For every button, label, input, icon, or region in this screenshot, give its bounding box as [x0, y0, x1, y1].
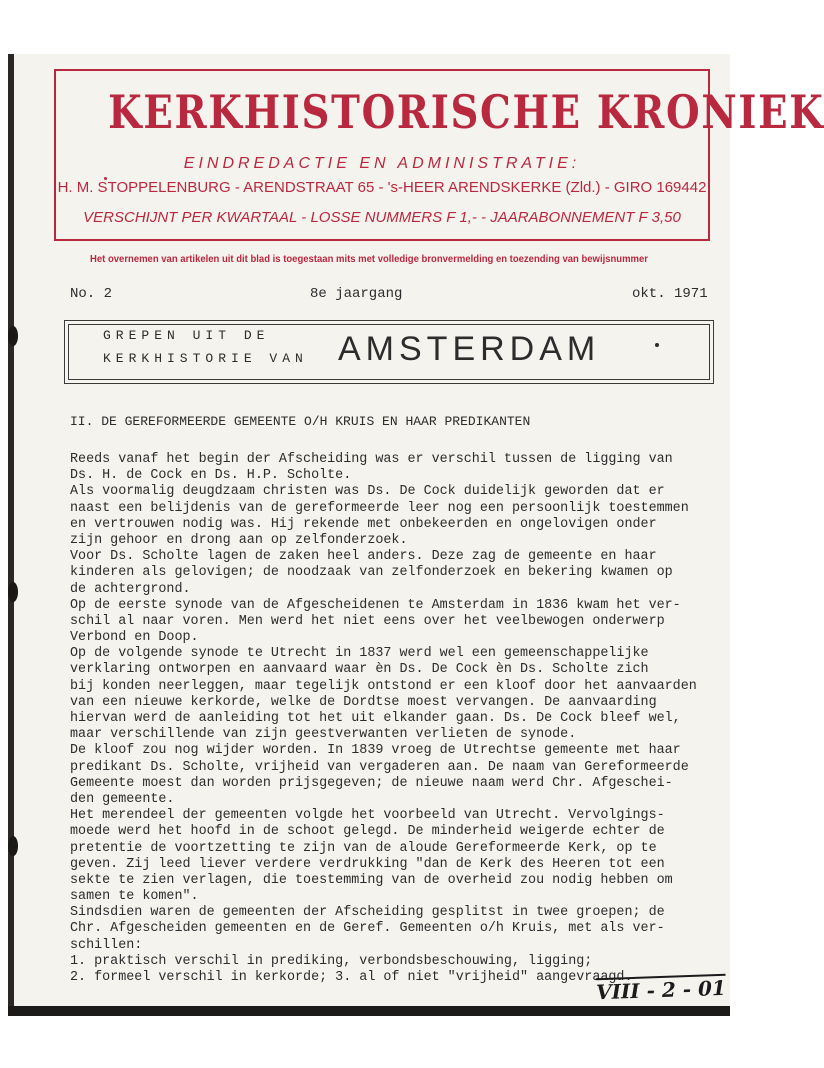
article-line: De kloof zou nog wijder worden. In 1839 vroeg de Utrechtse gemeente met haar — [70, 743, 681, 759]
article-line: naast een belijdenis van de gereformeerde leer nog een persoonlijk toestemmen — [70, 500, 689, 516]
editorial-address: H. M. STOPPELENBURG - ARENDSTRAAT 65 - 's-HEER ARENDSKERKE (Zld.) - GIRO 169442 — [57, 179, 707, 196]
document-page — [8, 54, 824, 1016]
article-body — [70, 452, 720, 986]
article-line: van een nieuwe kerkorde, welke de Dordtse moest vervangen. De aanvaarding — [70, 694, 657, 710]
punch-hole-bottom — [8, 836, 18, 856]
series-line-1: GREPEN UIT DE — [103, 328, 270, 343]
article-line: Op de volgende synode te Utrecht in 1837 werd wel een gemeenschappelijke — [70, 646, 649, 662]
article-line: hiervan werd de aanleiding tot het uit elkander gaan. Ds. De Cock bleef wel, — [70, 711, 681, 726]
article-line: Ds. H. de Cock en Ds. H.P. Scholte. — [70, 468, 352, 484]
masthead — [54, 69, 824, 241]
series-line-2: KERKHISTORIE VAN — [103, 351, 308, 366]
article-line: bij konden neerleggen, maar tegelijk ontstond er een kloof door het aanvaarden — [70, 678, 697, 694]
article-line: Verbond en Doop. — [70, 630, 199, 646]
article-line: den gemeente. — [70, 791, 175, 807]
article-line: de achtergrond. — [70, 581, 191, 597]
article-line: Gemeente moest dan worden prijsgegeven; de nieuwe naam werd Chr. Afgeschei- — [70, 775, 673, 791]
article-line: 1. praktisch verschil in prediking, verbondsbeschouwing, ligging; — [70, 953, 593, 969]
issue-volume: 8e jaargang — [310, 286, 403, 302]
article-line: kinderen als gelovigen; de noodzaak van zelfonderzoek en bekering kwamen op — [70, 565, 673, 581]
page-edge-shadow — [8, 54, 14, 1016]
journal-title: KERKHISTORISCHE KRONIEK — [108, 85, 824, 139]
copyright-notice: Het overnemen van artikelen uit dit blad is toegestaan mits met volledige bronvermelding en toezending van bewijsnummer — [89, 254, 648, 265]
issue-number: No. 2 — [70, 286, 113, 302]
article-line: 2. formeel verschil in kerkorde; 3. al of niet "vrijheid" aangevraagd. — [70, 970, 633, 985]
punch-hole-top — [8, 326, 18, 346]
punch-hole-middle — [8, 582, 18, 602]
article-line: Sindsdien waren de gemeenten der Afscheiding gesplitst in twee groepen; de — [70, 905, 665, 921]
article-line: Reeds vanaf het begin der Afscheiding was er verschil tussen de ligging van — [70, 452, 673, 467]
article-line: maar verschillende van zijn geestverwanten verlieten de synode. — [70, 727, 577, 743]
article-line: Voor Ds. Scholte lagen de zaken heel anders. Deze zag de gemeente en haar — [70, 549, 657, 565]
article-line: zijn gehoor en drong aan op zelfonderzoek. — [70, 532, 408, 548]
article-line: Het merendeel der gemeenten volgde het voorbeeld van Utrecht. Vervolgings- — [70, 808, 665, 824]
issue-date: okt. 1971 — [632, 286, 708, 302]
page-bottom-edge — [8, 1006, 730, 1016]
article-line: moede werd het hoofd in de schoot gelegd. De minderheid weigerde echter de — [70, 824, 665, 840]
article-line: verklaring ontworpen en aanvaard waar èn Ds. De Cock èn Ds. Scholte zich — [70, 662, 649, 678]
subscription-info: VERSCHIJNT PER KWARTAAL - LOSSE NUMMERS F 1,- - JAARABONNEMENT F 3,50 — [83, 209, 681, 226]
article-line: geven. Zij leed liever verdere verdrukking "dan de Kerk des Heeren tot een — [70, 856, 665, 872]
article-line: schil al naar voren. Men werd het niet eens over het veelbewogen onderwerp — [70, 613, 665, 629]
article-line: pretentie de voortzetting te zijn van de aloude Gereformeerde Kerk, op te — [70, 840, 657, 856]
article-heading: II. DE GEREFORMEERDE GEMEENTE O/H KRUIS EN HAAR PREDIKANTEN — [70, 414, 531, 429]
article-line: en vertrouwen nodig was. Hij rekende met onbekeerden en ongelovigen onder — [70, 516, 657, 532]
article-line: predikant Ds. Scholte, vrijheid van vergaderen aan. De naam van Gereformeerde — [70, 759, 689, 775]
article-line: sekte te zien verlagen, die toestemming van de overheid zou nodig hebben om — [70, 872, 673, 888]
article-line: Als voormalig deugdzaam christen was Ds. De Cock duidelijk geworden dat er — [70, 484, 665, 500]
article-line: schillen: — [70, 937, 143, 953]
article-line: Op de eerste synode van de Afgescheidenen te Amsterdam in 1836 kwam het ver- — [70, 597, 681, 613]
series-box-dot — [655, 343, 659, 347]
article-line: samen te komen". — [70, 889, 199, 905]
editorial-label: EINDREDACTIE EN ADMINISTRATIE: — [183, 155, 581, 172]
series-city: AMSTERDAM — [338, 330, 601, 368]
archive-mark: VIII - 2 - 01 — [595, 975, 727, 1005]
series-title-box — [64, 320, 714, 384]
article-line: Chr. Afgescheiden gemeenten en de Geref. Gemeenten o/h Kruis, met als ver- — [70, 921, 665, 937]
